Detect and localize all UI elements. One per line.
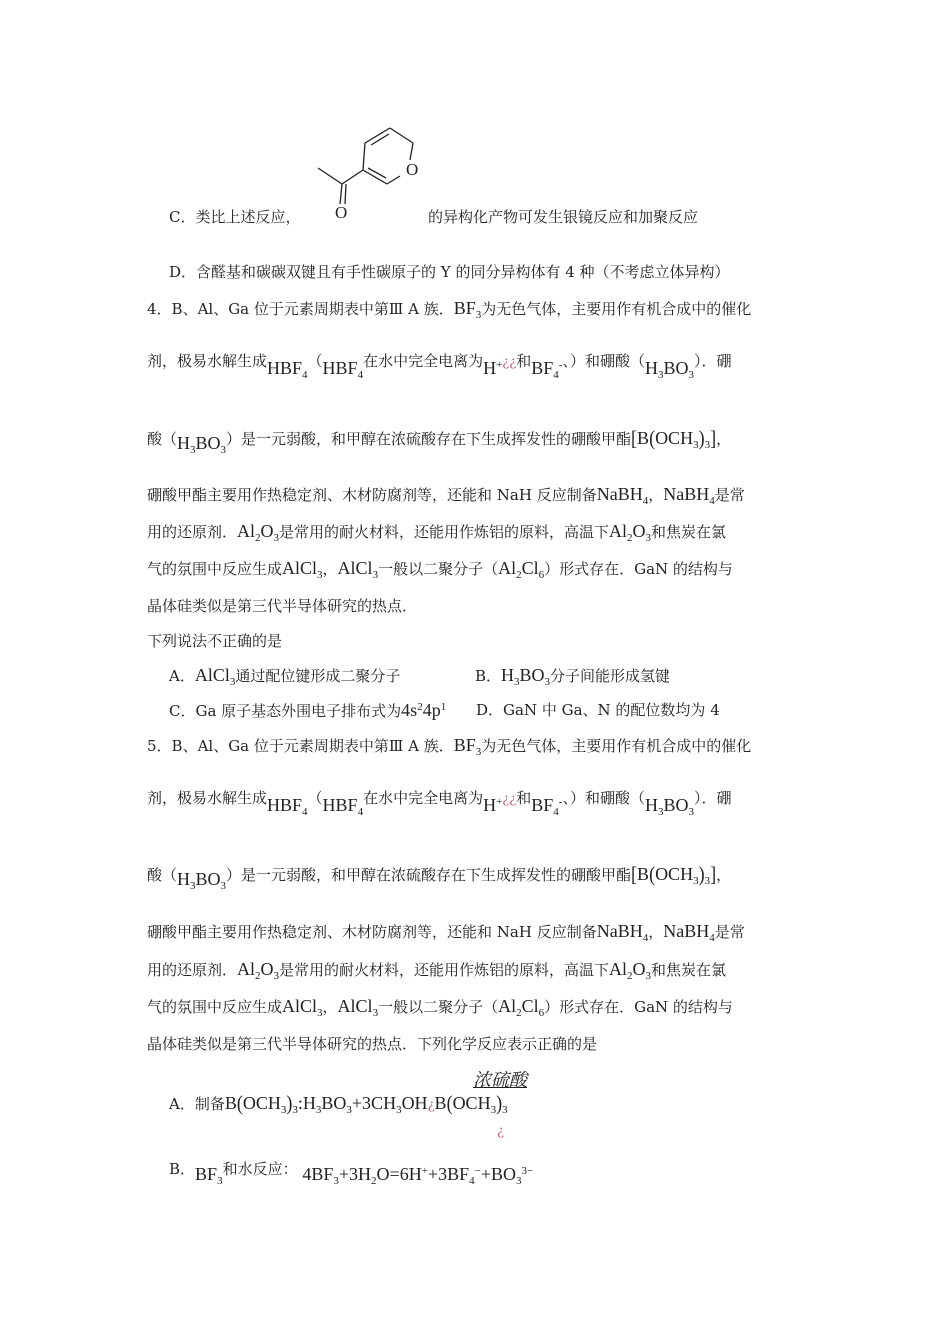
q4-question: 下列说法不正确的是 xyxy=(147,632,283,650)
q4-option-d: D．GaN 中 Ga、N 的配位数均为 4 xyxy=(476,701,720,719)
q4-stem-line3: 酸$(H_3BO_3)$是一元弱酸，和甲醇在浓硫酸存在下生成挥发性的硼酸甲酯$[B(OCH_3)_3]$， xyxy=(147,426,732,456)
q3-option-d: D．含醛基和碳碳双键且有手性碳原子的 Y 的同分异构体有 4 种（不考虑立体异构） xyxy=(169,263,730,281)
q4-stem-line7: 晶体硅类似是第三代半导体研究的热点． xyxy=(147,597,418,615)
q3-option-c: C．类比上述反应， xyxy=(169,208,301,226)
q5-stem-line6: 气的氛围中反应生成AlCl$_3$，AlCl$_3$一般以二聚分子$(Al_2Cl_6)$形式存在．GaN 的结构与 xyxy=(147,996,733,1019)
q5-stem-line1: 5．B、Al、Ga 位于元素周期表中第Ⅲ A 族．$BF_3$为无色气体，主要用作有机合成中的催化 xyxy=(147,735,752,758)
q5-option-a: A．制备$B(OCH_3)_3:H_3BO_3+3CH_3OH¿B(OCH_3)_3$ xyxy=(169,1091,508,1116)
q5-option-b: B．$BF_3$和水反应： $4BF_3+3H_2O=6H^++3BF_4^-+BO_3^{3-}$ xyxy=(169,1160,534,1187)
q4-stem-line2: 剂，极易水解生成$HBF_4(HBF_4$在水中完全电离为H+¿¿和$BF_4^-$、）和硼酸$(H_3BO_3)$．硼 xyxy=(147,352,732,381)
q4-stem-line4: 硼酸甲酯主要用作热稳定剂、木材防腐剂等，还能和 NaH 反应制备NaBH$_4$，NaBH$_4$是常 xyxy=(147,484,745,507)
q4-option-b: B．$H_3BO_3$分子间能形成氢键 xyxy=(475,665,671,688)
q4-stem-line1: 4．B、Al、Ga 位于元素周期表中第Ⅲ A 族．$BF_3$为无色气体，主要用作有机合成中的催化 xyxy=(147,298,752,321)
q5-stem-line3: 酸$(H_3BO_3)$是一元弱酸，和甲醇在浓硫酸存在下生成挥发性的硼酸甲酯$[B(OCH_3)_3]$， xyxy=(147,862,732,892)
q4-stem-line5: 用的还原剂．$Al_2O_3$是常用的耐火材料，还能用作炼铝的原料，高温下$Al_2O_3$和焦炭在氯 xyxy=(147,521,727,544)
q5-option-a-mark: ¿ xyxy=(497,1124,504,1139)
q5-stem-line5: 用的还原剂．$Al_2O_3$是常用的耐火材料，还能用作炼铝的原料，高温下$Al_2O_3$和焦炭在氯 xyxy=(147,959,727,982)
q5-stem-line4: 硼酸甲酯主要用作热稳定剂、木材防腐剂等，还能和 NaH 反应制备NaBH$_4$，NaBH$_4$是常 xyxy=(147,921,745,944)
q5-stem-line2: 剂，极易水解生成$HBF_4(HBF_4$在水中完全电离为H+¿¿和$BF_4^-$、）和硼酸$(H_3BO_3)$．硼 xyxy=(147,789,732,818)
molecule-keto-oxygen: O xyxy=(335,203,348,222)
q5-option-a-condition: 浓硫酸 xyxy=(473,1070,527,1090)
q5-stem-line7: 晶体硅类似是第三代半导体研究的热点．下列化学反应表示正确的是 xyxy=(147,1035,598,1053)
q4-option-c: C．Ga 原子基态外围电子排布式为$4s^24p^1$ xyxy=(169,700,447,720)
molecule-structure xyxy=(300,118,440,223)
q4-stem-line6: 气的氛围中反应生成AlCl$_3$，AlCl$_3$一般以二聚分子$(Al_2Cl_6)$形式存在．GaN 的结构与 xyxy=(147,558,733,581)
q4-option-a: A．AlCl$_3$通过配位键形成二聚分子 xyxy=(169,665,401,688)
q3-option-c-text: 的异构化产物可发生银镜反应和加聚反应 xyxy=(428,208,699,226)
molecule-ring-oxygen: O xyxy=(406,160,419,179)
